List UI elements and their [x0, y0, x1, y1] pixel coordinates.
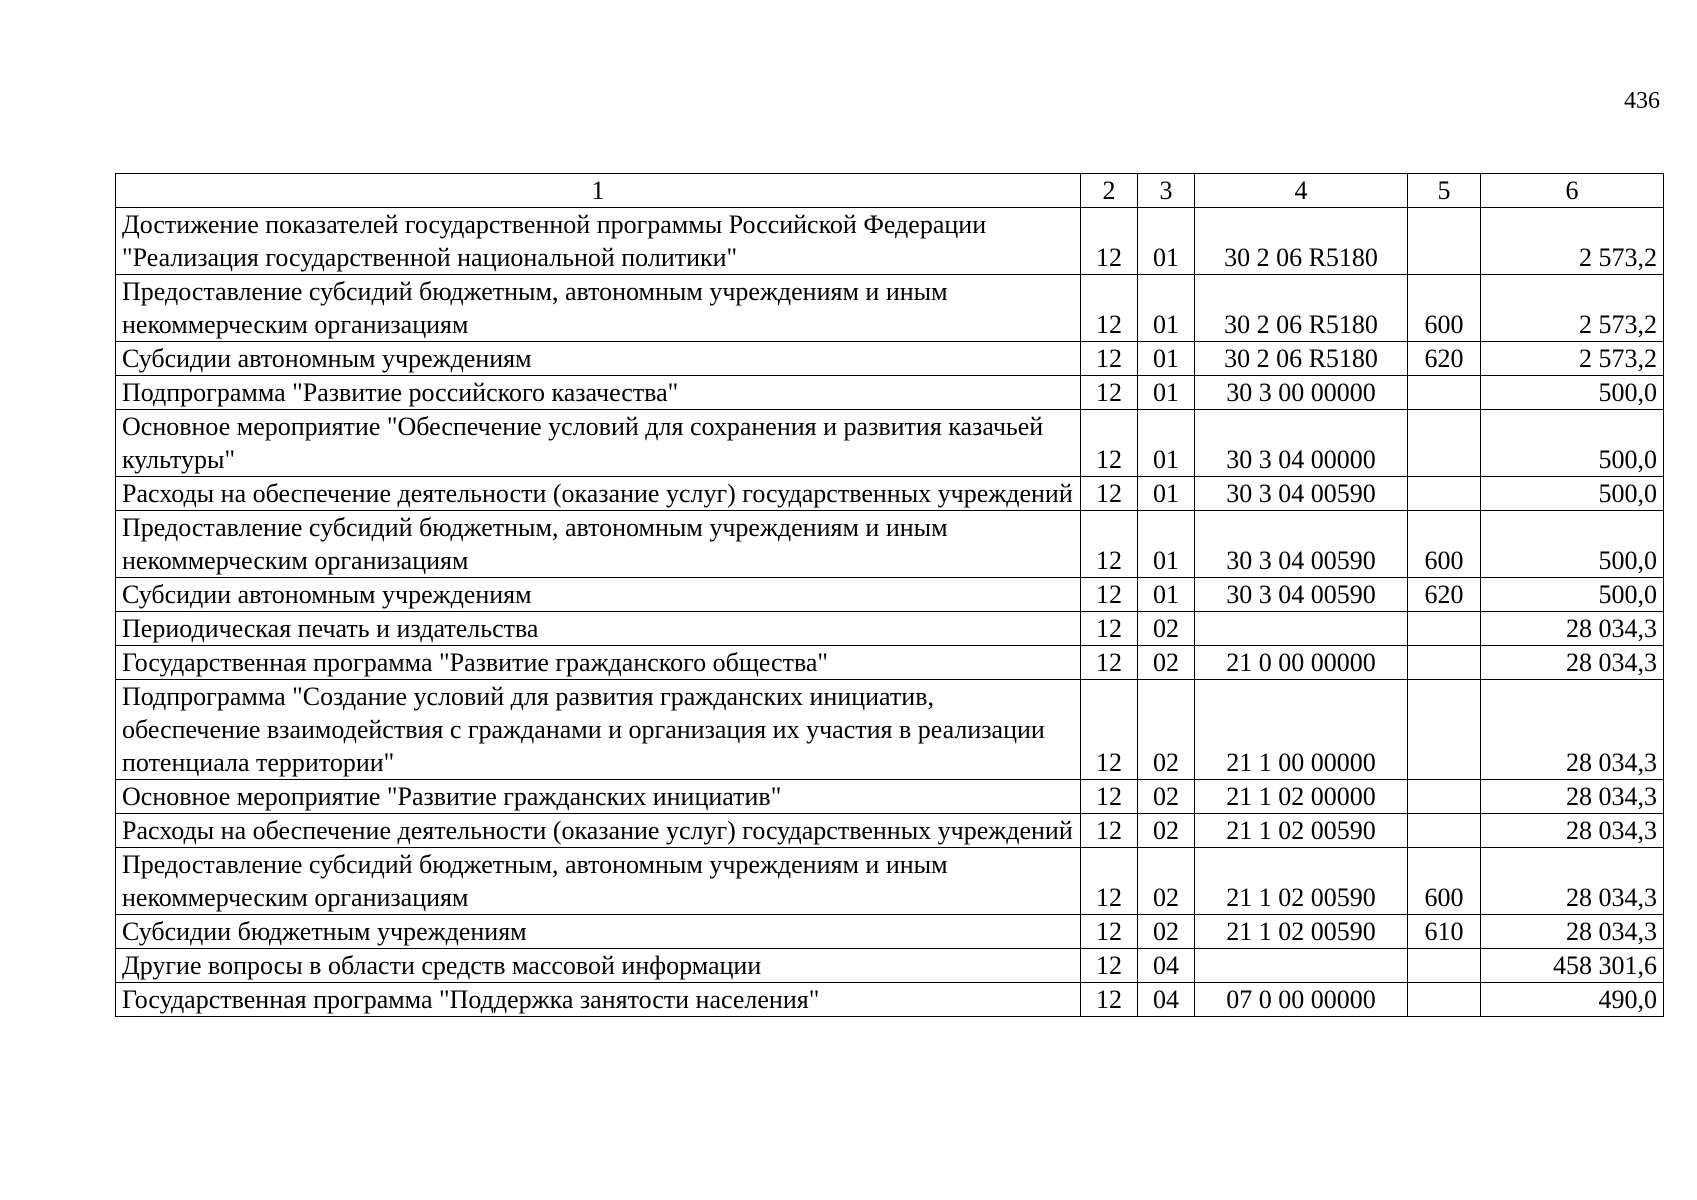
row-target-article-cell: 07 0 00 00000 — [1195, 983, 1408, 1017]
table-row — [116, 680, 1664, 780]
row-target-article-cell: 30 3 04 00000 — [1195, 410, 1408, 477]
table-row — [116, 275, 1664, 342]
row-target-article-cell: 30 2 06 R5180 — [1195, 208, 1408, 275]
row-target-article-cell: 30 3 04 00590 — [1195, 578, 1408, 612]
row-name-cell: Основное мероприятие "Развитие гражданских инициатив" — [116, 780, 1081, 814]
row-section-cell: 12 — [1081, 949, 1138, 983]
row-name-cell: Предоставление субсидий бюджетным, автономным учреждениям и иным некоммерческим организациям — [116, 275, 1081, 342]
row-amount-cell: 490,0 — [1481, 983, 1664, 1017]
row-target-article-cell: 30 2 06 R5180 — [1195, 342, 1408, 376]
row-name-cell: Предоставление субсидий бюджетным, автономным учреждениям и иным некоммерческим организациям — [116, 511, 1081, 578]
header-cell-5: 5 — [1408, 174, 1481, 208]
row-name-cell: Предоставление субсидий бюджетным, автономным учреждениям и иным некоммерческим организациям — [116, 848, 1081, 915]
row-subsection-cell: 01 — [1138, 342, 1195, 376]
row-subsection-cell: 02 — [1138, 780, 1195, 814]
row-section-cell: 12 — [1081, 410, 1138, 477]
row-amount-cell: 500,0 — [1481, 511, 1664, 578]
row-subsection-cell: 02 — [1138, 848, 1195, 915]
row-name-cell: Государственная программа "Поддержка занятости населения" — [116, 983, 1081, 1017]
row-amount-cell: 28 034,3 — [1481, 915, 1664, 949]
row-expense-type-cell — [1408, 780, 1481, 814]
row-target-article-cell: 30 3 00 00000 — [1195, 376, 1408, 410]
table-row — [116, 646, 1664, 680]
table-header-row — [116, 174, 1664, 208]
row-target-article-cell: 21 0 00 00000 — [1195, 646, 1408, 680]
row-subsection-cell: 02 — [1138, 612, 1195, 646]
table-row — [116, 780, 1664, 814]
row-section-cell: 12 — [1081, 814, 1138, 848]
row-section-cell: 12 — [1081, 578, 1138, 612]
table-body — [116, 174, 1664, 1017]
row-target-article-cell: 30 2 06 R5180 — [1195, 275, 1408, 342]
row-amount-cell: 2 573,2 — [1481, 208, 1664, 275]
row-expense-type-cell — [1408, 646, 1481, 680]
row-expense-type-cell — [1408, 949, 1481, 983]
row-expense-type-cell — [1408, 477, 1481, 511]
row-expense-type-cell — [1408, 814, 1481, 848]
row-section-cell: 12 — [1081, 275, 1138, 342]
row-name-cell: Государственная программа "Развитие гражданского общества" — [116, 646, 1081, 680]
row-expense-type-cell — [1408, 376, 1481, 410]
row-subsection-cell: 01 — [1138, 477, 1195, 511]
row-target-article-cell — [1195, 949, 1408, 983]
row-amount-cell: 500,0 — [1481, 477, 1664, 511]
row-subsection-cell: 04 — [1138, 949, 1195, 983]
row-target-article-cell: 21 1 02 00590 — [1195, 915, 1408, 949]
row-subsection-cell: 01 — [1138, 511, 1195, 578]
row-amount-cell: 28 034,3 — [1481, 814, 1664, 848]
row-section-cell: 12 — [1081, 477, 1138, 511]
table-row — [116, 376, 1664, 410]
row-name-cell: Подпрограмма "Создание условий для развития гражданских инициатив, обеспечение взаимодействия с гражданами и организация их участия в реализации потенциала территории" — [116, 680, 1081, 780]
row-section-cell: 12 — [1081, 983, 1138, 1017]
row-subsection-cell: 02 — [1138, 915, 1195, 949]
row-subsection-cell: 01 — [1138, 376, 1195, 410]
row-name-cell: Расходы на обеспечение деятельности (оказание услуг) государственных учреждений — [116, 477, 1081, 511]
table-row — [116, 949, 1664, 983]
row-section-cell: 12 — [1081, 342, 1138, 376]
budget-table — [115, 173, 1664, 1017]
row-name-cell: Основное мероприятие "Обеспечение условий для сохранения и развития казачьей культуры" — [116, 410, 1081, 477]
row-name-cell: Субсидии автономным учреждениям — [116, 342, 1081, 376]
row-expense-type-cell: 600 — [1408, 275, 1481, 342]
table-row — [116, 511, 1664, 578]
row-section-cell: 12 — [1081, 646, 1138, 680]
table-row — [116, 208, 1664, 275]
header-cell-3: 3 — [1138, 174, 1195, 208]
row-amount-cell: 2 573,2 — [1481, 342, 1664, 376]
row-target-article-cell: 21 1 02 00000 — [1195, 780, 1408, 814]
row-expense-type-cell: 600 — [1408, 848, 1481, 915]
row-section-cell: 12 — [1081, 511, 1138, 578]
row-target-article-cell: 30 3 04 00590 — [1195, 477, 1408, 511]
row-name-cell: Субсидии бюджетным учреждениям — [116, 915, 1081, 949]
row-name-cell: Другие вопросы в области средств массовой информации — [116, 949, 1081, 983]
table-row — [116, 578, 1664, 612]
row-name-cell: Достижение показателей государственной программы Российской Федерации "Реализация государственной национальной политики" — [116, 208, 1081, 275]
row-amount-cell: 28 034,3 — [1481, 612, 1664, 646]
row-subsection-cell: 02 — [1138, 680, 1195, 780]
row-subsection-cell: 01 — [1138, 275, 1195, 342]
row-section-cell: 12 — [1081, 208, 1138, 275]
row-amount-cell: 28 034,3 — [1481, 646, 1664, 680]
row-target-article-cell: 21 1 02 00590 — [1195, 848, 1408, 915]
row-section-cell: 12 — [1081, 848, 1138, 915]
row-target-article-cell: 21 1 00 00000 — [1195, 680, 1408, 780]
row-amount-cell: 458 301,6 — [1481, 949, 1664, 983]
row-section-cell: 12 — [1081, 780, 1138, 814]
row-expense-type-cell: 600 — [1408, 511, 1481, 578]
row-expense-type-cell — [1408, 983, 1481, 1017]
row-section-cell: 12 — [1081, 915, 1138, 949]
row-subsection-cell: 01 — [1138, 410, 1195, 477]
row-amount-cell: 500,0 — [1481, 410, 1664, 477]
row-name-cell: Периодическая печать и издательства — [116, 612, 1081, 646]
row-subsection-cell: 01 — [1138, 578, 1195, 612]
row-section-cell: 12 — [1081, 376, 1138, 410]
row-amount-cell: 28 034,3 — [1481, 680, 1664, 780]
row-subsection-cell: 02 — [1138, 646, 1195, 680]
row-expense-type-cell — [1408, 612, 1481, 646]
row-expense-type-cell — [1408, 410, 1481, 477]
header-cell-1: 1 — [116, 174, 1081, 208]
table-row — [116, 814, 1664, 848]
row-amount-cell: 28 034,3 — [1481, 780, 1664, 814]
header-cell-6: 6 — [1481, 174, 1664, 208]
row-expense-type-cell: 620 — [1408, 578, 1481, 612]
header-cell-2: 2 — [1081, 174, 1138, 208]
row-expense-type-cell: 620 — [1408, 342, 1481, 376]
row-section-cell: 12 — [1081, 680, 1138, 780]
row-expense-type-cell: 610 — [1408, 915, 1481, 949]
row-name-cell: Субсидии автономным учреждениям — [116, 578, 1081, 612]
row-amount-cell: 2 573,2 — [1481, 275, 1664, 342]
row-subsection-cell: 02 — [1138, 814, 1195, 848]
row-name-cell: Подпрограмма "Развитие российского казачества" — [116, 376, 1081, 410]
table-row — [116, 983, 1664, 1017]
table-row — [116, 848, 1664, 915]
header-cell-4: 4 — [1195, 174, 1408, 208]
page-number: 436 — [1624, 88, 1660, 114]
row-section-cell: 12 — [1081, 612, 1138, 646]
row-amount-cell: 500,0 — [1481, 376, 1664, 410]
row-subsection-cell: 01 — [1138, 208, 1195, 275]
row-amount-cell: 28 034,3 — [1481, 848, 1664, 915]
row-name-cell: Расходы на обеспечение деятельности (оказание услуг) государственных учреждений — [116, 814, 1081, 848]
row-target-article-cell: 30 3 04 00590 — [1195, 511, 1408, 578]
row-amount-cell: 500,0 — [1481, 578, 1664, 612]
row-target-article-cell — [1195, 612, 1408, 646]
table-row — [116, 410, 1664, 477]
table-row — [116, 915, 1664, 949]
table-row — [116, 477, 1664, 511]
row-expense-type-cell — [1408, 208, 1481, 275]
row-subsection-cell: 04 — [1138, 983, 1195, 1017]
table-row — [116, 342, 1664, 376]
table-row — [116, 612, 1664, 646]
row-expense-type-cell — [1408, 680, 1481, 780]
row-target-article-cell: 21 1 02 00590 — [1195, 814, 1408, 848]
